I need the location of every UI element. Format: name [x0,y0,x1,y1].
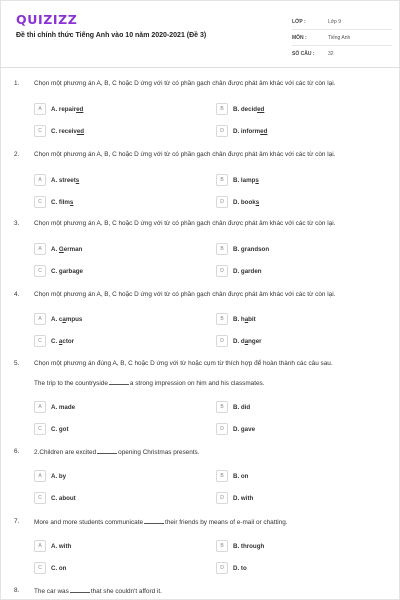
option-letter-box: B [216,313,228,325]
question-text: Chọn một phương án A, B, C hoặc D ứng với từ có phần gạch chân được phát âm khác với các từ còn lại. [34,291,336,298]
answer-option-b[interactable] [216,243,269,255]
answer-option-c[interactable] [34,265,83,277]
answer-option-d[interactable] [216,335,262,347]
option-letter-box: C [34,265,46,277]
question-number: 5. [14,360,20,367]
option-text: D. garden [233,267,262,275]
answer-option-a[interactable] [34,103,83,115]
question-sentence [34,379,384,387]
option-letter-box: C [34,196,46,208]
question-text: Chọn một phương án A, B, C hoặc D ứng với từ có phần gạch chân được phát âm khác với các từ còn lại. [34,80,336,87]
meta-value: 32 [328,51,334,57]
option-letter-box: D [216,265,228,277]
quizizz-logo: QUIZIZZ [16,12,78,27]
option-text: D. books [233,198,260,206]
meta-row-subject [292,30,392,46]
option-letter-box: B [216,174,228,186]
answer-option-b[interactable] [216,103,264,115]
option-letter-box: A [34,470,46,482]
meta-label: SỐ CÂU : [292,51,315,57]
answer-option-c[interactable] [34,125,84,137]
option-letter-box: D [216,562,228,574]
option-text: C. about [51,494,76,502]
meta-row-grade [292,14,392,30]
option-text: A. campus [51,315,83,323]
option-text: D. danger [233,337,262,345]
option-text: B. lamps [233,176,259,184]
option-text: A. by [51,472,67,480]
option-letter-box: D [216,423,228,435]
answer-option-d[interactable] [216,562,247,574]
answer-option-a[interactable] [34,470,66,482]
question-text [34,587,384,595]
answer-option-d[interactable] [216,265,262,277]
question-text-part: The trip to the countryside [34,380,108,387]
question-text: Chọn một phương án A, B, C hoặc D ứng với từ có phần gạch chân được phát âm khác với các từ còn lại. [34,151,336,158]
question-number: 8. [14,587,20,594]
question-text-part: that she couldn't afford it. [90,588,162,595]
answer-blank [144,518,164,524]
answer-option-c[interactable] [34,335,74,347]
answer-blank [97,448,117,454]
answer-option-a[interactable] [34,313,82,325]
question-text-part: The car was [34,588,69,595]
option-letter-box: D [216,492,228,504]
meta-label: LỚP : [292,18,306,25]
option-text: C. actor [51,337,75,345]
option-letter-box: B [216,103,228,115]
option-letter-box: B [216,470,228,482]
question-number: 3. [14,220,20,227]
meta-value: Lớp 9 [328,18,342,25]
question-text-part: More and more students communicate [34,519,144,526]
answer-option-c[interactable] [34,492,76,504]
worksheet-meta [292,14,392,62]
meta-label: MÔN : [292,34,307,41]
question-number: 2. [14,151,20,158]
option-text: C. on [51,564,67,572]
question-text-part: 2.Children are excited [34,449,97,456]
option-text: B. did [233,403,251,411]
answer-option-c[interactable] [34,562,66,574]
question-text-part: opening Christmas presents. [118,449,200,456]
meta-value: Tiếng Anh [328,34,351,41]
question-text: Chọn một phương án A, B, C hoặc D ứng với từ có phần gạch chân được phát âm khác với các từ còn lại. [34,220,336,227]
worksheet-header [0,0,400,68]
question-number: 7. [14,518,20,525]
option-text: B. habit [233,315,256,323]
option-text: D. to [233,564,247,572]
answer-option-a[interactable] [34,243,82,255]
option-text: C. garbage [51,267,83,275]
answer-blank [70,587,90,593]
option-text: B. through [233,542,265,550]
option-text: D. with [233,494,254,502]
option-letter-box: D [216,196,228,208]
answer-option-a[interactable] [34,540,71,552]
option-text: A. made [51,403,76,411]
option-letter-box: C [34,335,46,347]
option-letter-box: A [34,174,46,186]
option-text: A. repaired [51,105,84,113]
answer-option-d[interactable] [216,423,255,435]
question-text-part: their friends by means of e-mail or chatting. [165,519,288,526]
option-letter-box: D [216,335,228,347]
option-letter-box: C [34,423,46,435]
option-text: B. on [233,472,249,480]
option-letter-box: B [216,243,228,255]
answer-option-b[interactable] [216,540,264,552]
option-letter-box: B [216,401,228,413]
option-text: A. with [51,542,72,550]
option-text: D. informed [233,127,268,135]
option-letter-box: C [34,492,46,504]
option-letter-box: C [34,562,46,574]
option-text: C. got [51,425,69,433]
answer-option-b[interactable] [216,401,250,413]
question-text [34,518,384,526]
question-number: 6. [14,448,20,455]
answer-option-d[interactable] [216,125,267,137]
option-text: C. received [51,127,85,135]
option-letter-box: A [34,243,46,255]
answer-option-a[interactable] [34,401,75,413]
answer-option-a[interactable] [34,174,79,186]
answer-blank [109,379,129,385]
question-text [34,448,384,456]
answer-option-b[interactable] [216,470,248,482]
option-text: A. German [51,245,83,253]
option-text: B. decided [233,105,265,113]
answer-option-b[interactable] [216,313,256,325]
option-letter-box: A [34,401,46,413]
meta-row-count [292,46,392,62]
answer-option-c[interactable] [34,423,69,435]
worksheet-title: Đề thi chính thức Tiếng Anh vào 10 năm 2020-2021 (Đề 3) [16,32,207,39]
question-number: 1. [14,80,20,87]
answer-option-d[interactable] [216,492,253,504]
option-text: C. films [51,198,74,206]
question-text-part: a strong impression on him and his classmates. [129,380,265,387]
option-letter-box: D [216,125,228,137]
answer-option-c[interactable] [34,196,73,208]
option-text: A. streets [51,176,80,184]
question-number: 4. [14,291,20,298]
option-letter-box: A [34,540,46,552]
option-text: B. grandson [233,245,270,253]
answer-option-d[interactable] [216,196,259,208]
option-letter-box: A [34,313,46,325]
option-text: D. gave [233,425,256,433]
answer-option-b[interactable] [216,174,259,186]
option-letter-box: A [34,103,46,115]
option-letter-box: C [34,125,46,137]
option-letter-box: B [216,540,228,552]
question-text: Chọn một phương án đúng A, B, C hoặc D ứng với từ hoặc cụm từ thích hợp để hoàn thành các câu sau. [34,360,333,367]
